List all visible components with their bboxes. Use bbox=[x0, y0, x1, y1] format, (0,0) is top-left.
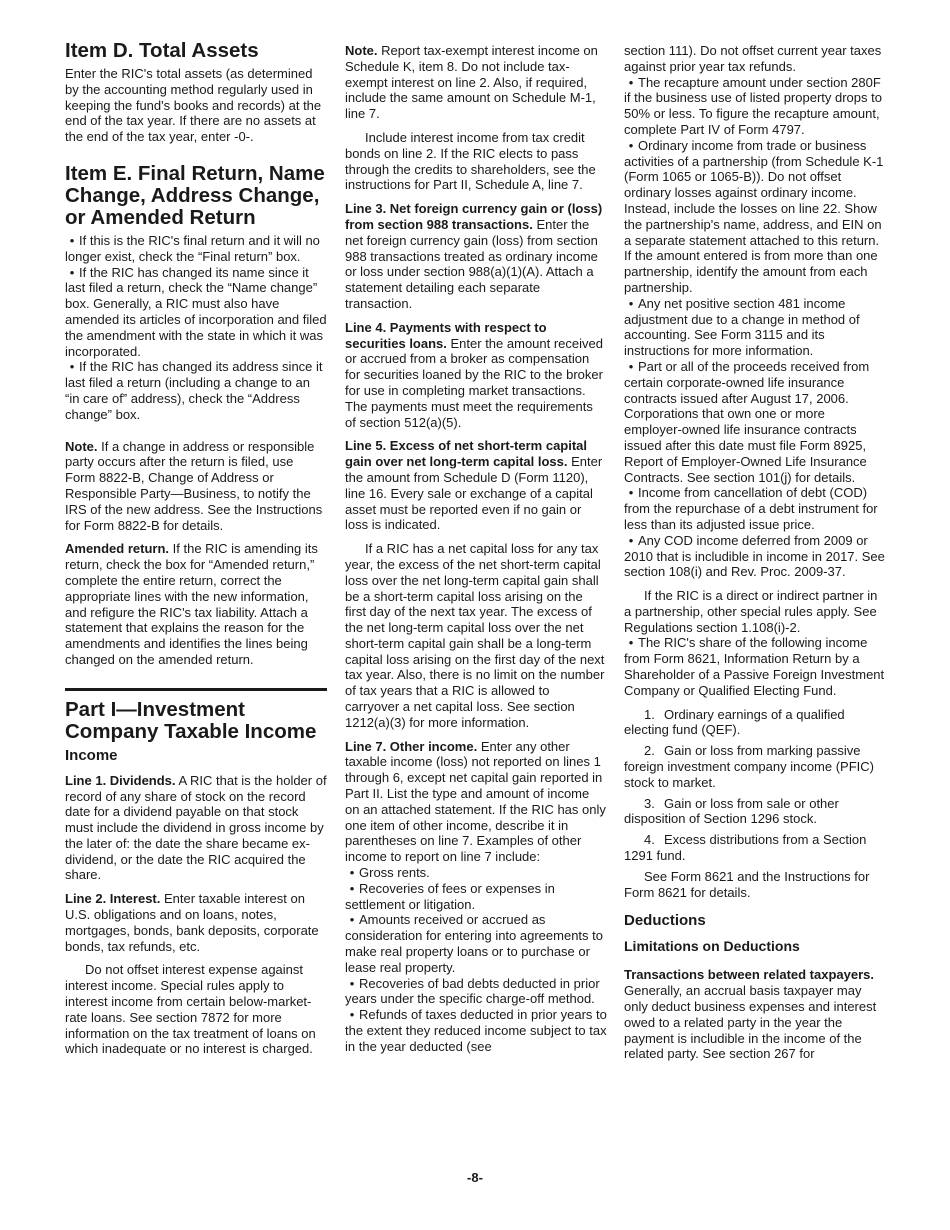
column-3 bbox=[624, 43, 886, 1070]
amended-label: Amended return. bbox=[65, 541, 170, 557]
list-item: • If the RIC has changed its name since it last filed a return, check the “Name change” box. Generally, a RIC must also have amended its articles of incorporation and filed the amendment with the state in which it was incorporated. bbox=[65, 265, 327, 360]
note-label: Note. bbox=[345, 43, 378, 58]
part-1-heading: Part I—Investment Company Taxable Income bbox=[65, 697, 317, 743]
list-item: • Refunds of taxes deducted in prior years to the extent they reduced income subject to tax in the year deducted (see bbox=[345, 1007, 607, 1054]
line-1-text: A RIC that is the holder of record of any share of stock on the record date for a dividend payable on that stock must include the dividend in gross income by the later of: the date the share became ex-dividend, or the date the RIC acquired the share. bbox=[65, 772, 327, 883]
deductions-heading: Deductions bbox=[624, 912, 706, 930]
list-item: • Ordinary income from trade or business activities of a partnership (from Schedule K-1 (Form 1065 or 1065-B)). Do not offset ordinary losses against ordinary income. Instead, include the losses on line 22. Show the partnership's name, address, and EIN on a separate statement attached to this return. If the amount entered is from more than one partnership, identify the amount from each partnership. bbox=[624, 138, 886, 296]
list-item: • If the RIC has changed its address since it last filed a return (including a change to an “in care of” address), check the “Address change” box. bbox=[65, 359, 327, 422]
list-item: • Any net positive section 481 income adjustment due to a change in method of accounting. See Form 3115 and its instructions for more information. bbox=[624, 296, 886, 359]
note-text: If a change in address or responsible party occurs after the return is filed, use Form 8822-B, Change of Address or Responsible Party—Business, to notify the IRS of the new address. See the Instructions for Form 8822-B for details. bbox=[65, 438, 323, 533]
item-d-text: Enter the RIC's total assets (as determined by the accounting method regularly used in keeping the fund's books and records) at the end of the tax year. If there are no assets at the end of the tax year, enter -0-. bbox=[65, 66, 322, 145]
line-7-label: Line 7. Other income. bbox=[345, 738, 478, 754]
other-income-list-continued bbox=[624, 75, 886, 581]
numbered-item: 3. Gain or loss from sale or other disposition of Section 1296 stock. bbox=[624, 795, 839, 827]
line-5-label: Line 5. Excess of net short-term capital gain over net long-term capital loss. bbox=[345, 438, 588, 470]
line-7-paragraph bbox=[345, 739, 607, 865]
list-item: • Recoveries of fees or expenses in settlement or litigation. bbox=[345, 881, 607, 913]
page-number: -8- bbox=[467, 1170, 483, 1185]
line-7-text: Enter any other taxable income (loss) not reported on lines 1 through 6, except net capital gain reported in Part II. List the type and amount of income on an attached statement. If the RIC has only one item of other income, describe it in parentheses on line 7. Examples of other income to report on line 7 include: bbox=[345, 738, 606, 865]
partner-paragraph: If the RIC is a direct or indirect partner in a partnership, other special rules apply. See Regulations section 1.108(i)-2. bbox=[624, 588, 878, 635]
continued-text: section 111). Do not offset current year taxes against prior year tax refunds. bbox=[624, 43, 882, 74]
line-1-paragraph bbox=[65, 773, 327, 884]
line-4-label: Line 4. Payments with respect to securities loans. bbox=[345, 319, 547, 351]
line-3-text: Enter the net foreign currency gain (loss) from section 988 transactions treated as ordinary income or loss under section 988(a)(1)(A). Attach a statement detailing each separate transaction. bbox=[345, 216, 598, 311]
line-5-text: Enter the amount from Schedule D (Form 1120), line 16. Every sale or exchange of a capital asset must be reported even if no gain or loss is indicated. bbox=[345, 454, 603, 533]
amended-text: If the RIC is amending its return, check the box for “Amended return,” complete the entire return, correct the appropriate lines with the new information, and refigure the RIC's tax liability. Attach a statement that explains the reason for the amendments and identifies the lines being changed on the amended return. bbox=[65, 541, 318, 667]
line-2-label: Line 2. Interest. bbox=[65, 891, 161, 907]
list-item: • Recoveries of bad debts deducted in prior years under the specific charge-off method. bbox=[345, 976, 607, 1008]
list-item: • Income from cancellation of debt (COD) from the repurchase of a debt instrument for less than its adjusted issue price. bbox=[624, 485, 886, 532]
list-item: • Amounts received or accrued as consideration for entering into agreements to make real property loans or to purchase or lease real property. bbox=[345, 912, 607, 975]
column-1 bbox=[65, 40, 327, 1065]
line-2-paragraph-2: Do not offset interest expense against interest income. Special rules apply to interest income from certain below-market-rate loans. See section 7872 for more information on the tax treatment of loans on which inadequate or no interest is charged. bbox=[65, 962, 316, 1057]
list-item: • Any COD income deferred from 2009 or 2010 that is includible in income in 2017. See section 108(i) and Rev. Proc. 2009-37. bbox=[624, 533, 886, 580]
line-3-paragraph bbox=[345, 201, 607, 312]
numbered-item: 1. Ordinary earnings of a qualified electing fund (QEF). bbox=[624, 706, 845, 738]
list-item: • If this is the RIC's final return and it will no longer exist, check the “Final return” box. bbox=[65, 233, 327, 265]
line-1-label: Line 1. Dividends. bbox=[65, 772, 176, 788]
line-5-paragraph bbox=[345, 438, 607, 533]
numbered-item: 4. Excess distributions from a Section 1291 fund. bbox=[624, 832, 867, 864]
related-text: Generally, an accrual basis taxpayer may only deduct business expenses and interest owed to a related party in the year the payment is includible in the income of the related party. See section 267 for bbox=[624, 983, 877, 1062]
form-8621-list bbox=[624, 635, 886, 698]
note-text: Report tax-exempt interest income on Schedule K, item 8. Do not include tax-exempt interest on line 2. Also, if required, include the same amount on Schedule M-1, line 7. bbox=[345, 43, 598, 122]
other-income-list bbox=[345, 865, 607, 1055]
tax-credit-paragraph: Include interest income from tax credit bonds on line 2. If the RIC elects to pass through the credits to shareholders, see the instructions for Part II, Schedule A, line 7. bbox=[345, 129, 596, 193]
see-form-paragraph: See Form 8621 and the Instructions for Form 8621 for details. bbox=[624, 868, 870, 900]
section-divider bbox=[65, 688, 327, 691]
item-e-list bbox=[65, 233, 327, 423]
line-4-text: Enter the amount received or accrued from a broker as compensation for securities loaned by the RIC to the broker for use in completing market transactions. The payments must meet the requirements of section 512(a)(5). bbox=[345, 335, 603, 430]
item-d-heading: Item D. Total Assets bbox=[65, 39, 259, 62]
line-5-paragraph-2: If a RIC has a net capital loss for any tax year, the excess of the net short-term capital loss over the net long-term capital gain shall be a short-term capital loss arising on the first day of the next tax year. The excess of the net long-term capital loss over the net short-term capital gain shall be a long-term capital loss arising on the first day of the next tax year. Also, there is no limit on the number of tax years that a RIC is allowed to carryover a net capital loss. See section 1212(a)(3) for more information. bbox=[345, 541, 605, 730]
limitations-heading: Limitations on Deductions bbox=[624, 938, 800, 955]
numbered-item: 2. Gain or loss from marking passive foreign investment company income (PFIC) stock to market. bbox=[624, 743, 874, 790]
income-heading: Income bbox=[65, 746, 118, 764]
item-e-heading: Item E. Final Return, Name Change, Address Change, or Amended Return bbox=[65, 161, 325, 229]
line-3-label: Line 3. Net foreign currency gain or (loss) from section 988 transactions. bbox=[345, 201, 603, 232]
note-paragraph bbox=[345, 43, 607, 122]
list-item: • The RIC's share of the following income from Form 8621, Information Return by a Shareholder of a Passive Foreign Investment Company or Qualified Electing Fund. bbox=[624, 635, 886, 698]
note-paragraph bbox=[65, 439, 327, 534]
line-2-text: Enter taxable interest on U.S. obligations and on loans, notes, mortgages, bonds, bank deposits, corporate bonds, tax refunds, etc. bbox=[65, 891, 319, 954]
related-label: Transactions between related taxpayers. bbox=[624, 967, 874, 983]
line-4-paragraph bbox=[345, 320, 607, 431]
related-taxpayers-paragraph bbox=[624, 967, 886, 1062]
note-label: Note. bbox=[65, 438, 98, 454]
amended-return-paragraph bbox=[65, 541, 327, 667]
column-2 bbox=[345, 43, 607, 1063]
list-item: • Part or all of the proceeds received from certain corporate-owned life insurance contracts issued after August 17, 2006. Corporations that own one or more employer-owned life insurance contracts issued after this date must file Form 8925, Report of Employer-Owned Life Insurance Contracts. See section 101(j) for details. bbox=[624, 359, 886, 485]
line-2-paragraph bbox=[65, 891, 327, 954]
list-item: • The recapture amount under section 280F if the business use of listed property drops to 50% or less. To figure the recapture amount, complete Part IV of Form 4797. bbox=[624, 75, 886, 138]
list-item: • Gross rents. bbox=[345, 865, 607, 881]
